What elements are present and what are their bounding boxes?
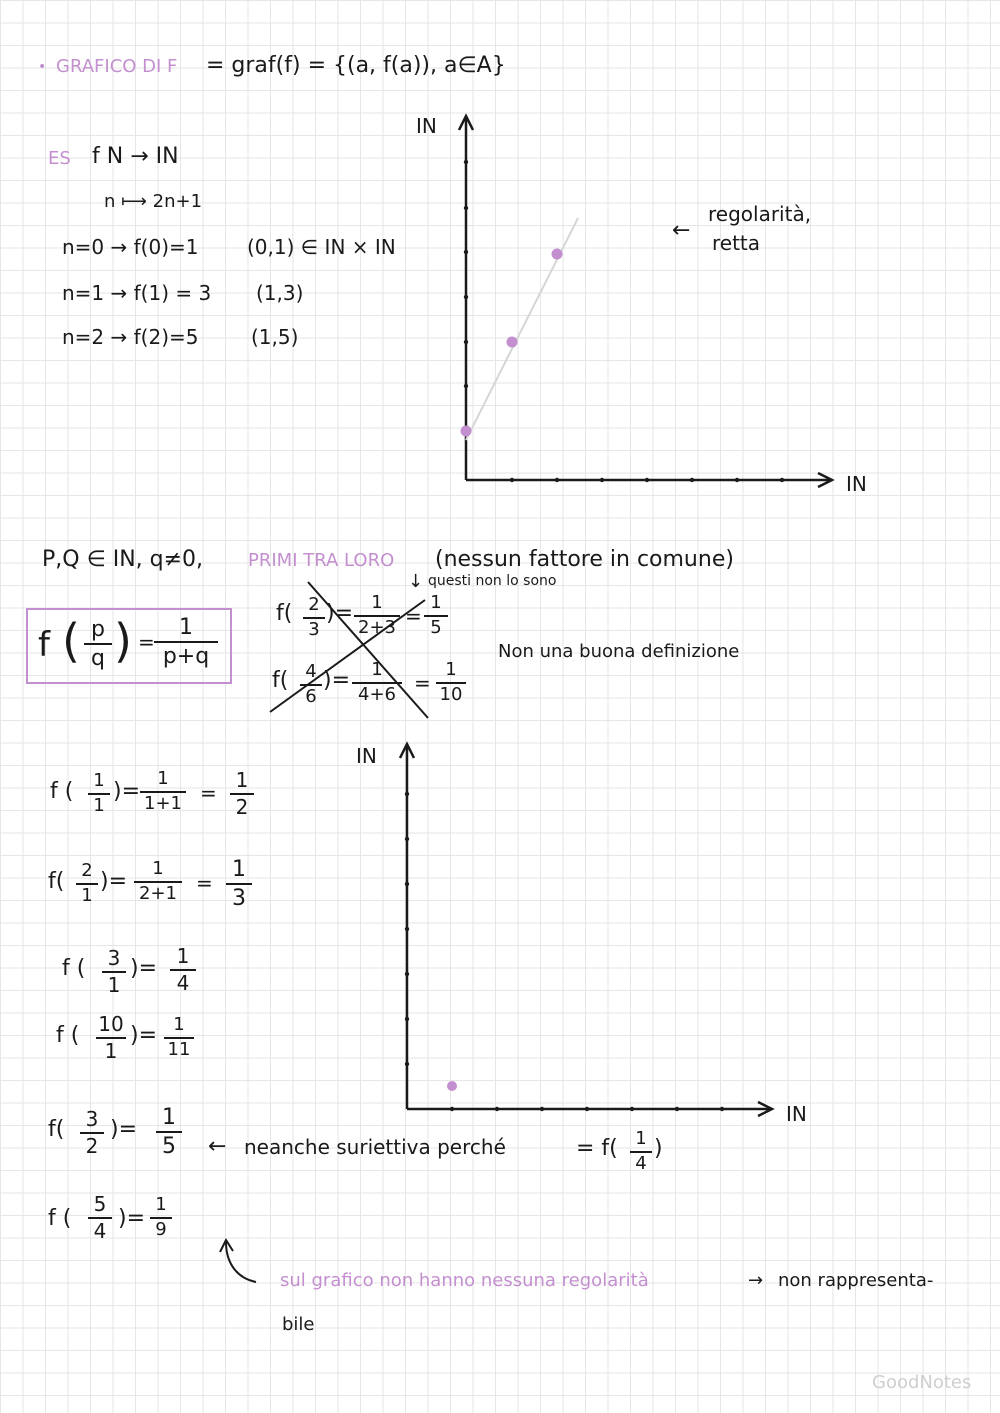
frac-den: 9: [155, 1218, 167, 1240]
frac-num: 1: [173, 1014, 185, 1035]
frac-num: 1: [157, 768, 169, 789]
y-tick: [405, 837, 409, 841]
frac-den: 2+1: [139, 882, 177, 904]
frac-num: 1: [179, 615, 193, 640]
frac-num: 1: [635, 1128, 647, 1149]
annotation-regularity: regolarità,: [708, 202, 812, 226]
graph-2-y-label: IN: [356, 744, 377, 768]
example-row-pair: (0,1) ∈ IN × IN: [247, 235, 396, 259]
frac-den: 2: [235, 795, 249, 819]
frac-num: 2: [81, 860, 93, 881]
crossed-function-symbol: f(: [276, 601, 293, 626]
eval-paren-close: )=: [130, 1023, 158, 1048]
paren-open: (: [62, 614, 80, 668]
frac-den: 1: [104, 1039, 118, 1063]
graph-1-y-label: IN: [416, 114, 437, 138]
frac-den: 6: [305, 685, 317, 707]
function-mapping: n ⟼ 2n+1: [104, 191, 203, 212]
frac-num: 1: [232, 857, 246, 882]
x-tick: [585, 1107, 589, 1111]
y-tick: [405, 882, 409, 886]
bullet: •: [38, 59, 47, 75]
conclusion-continuation: bile: [282, 1314, 315, 1335]
eval-function-symbol: f (: [62, 956, 86, 981]
frac-den: 5: [430, 616, 442, 638]
y-tick: [405, 927, 409, 931]
equals-sign: =: [138, 630, 155, 654]
y-tick: [405, 1017, 409, 1021]
frac-den: 2: [85, 1134, 99, 1158]
frac-num: 1: [235, 768, 249, 792]
frac-den: 1: [93, 794, 105, 816]
frac-num: 1: [176, 944, 190, 968]
function-signature: f N → IN: [92, 144, 179, 169]
note-text: questi non lo sono: [428, 573, 557, 589]
eval-paren-close: )=: [100, 869, 128, 894]
frac-num: 3: [85, 1107, 99, 1131]
annotation-arrow: ←: [672, 218, 691, 243]
eval-function-symbol: f(: [48, 869, 65, 894]
crossed-function-symbol: f(: [272, 668, 289, 693]
frac-num: 3: [107, 946, 121, 970]
frac-den: 10: [439, 683, 463, 705]
x-tick: [720, 1107, 724, 1111]
eval-function-symbol: f (: [56, 1023, 80, 1048]
frac-den: 4: [176, 971, 190, 995]
equals-sign: =: [196, 871, 213, 895]
y-tick: [405, 792, 409, 796]
frac-den: 1+1: [144, 792, 182, 814]
frac-num: 1: [371, 592, 383, 613]
graph-definition-heading: GRAFICO DI F: [56, 56, 178, 77]
frac-den: 5: [162, 1134, 176, 1160]
coprime-label: PRIMI TRA LORO: [248, 550, 395, 571]
goodnotes-watermark: GoodNotes: [872, 1372, 972, 1393]
graph-2-point: [447, 1081, 457, 1091]
frac-num: 4: [305, 661, 317, 682]
graph-2-x-label: IN: [786, 1102, 807, 1126]
eval-function-symbol: f (: [50, 779, 74, 804]
frac-num: 1: [371, 659, 383, 680]
eval-function-symbol: f (: [48, 1206, 72, 1231]
eval-function-symbol: f(: [48, 1117, 65, 1142]
frac-num: 1: [93, 770, 105, 791]
example-row-calc: n=1 → f(1) = 3: [62, 281, 212, 305]
frac-num: 5: [93, 1192, 107, 1216]
example-row-calc: n=0 → f(0)=1: [62, 235, 199, 259]
frac-num: 1: [155, 1194, 167, 1215]
paren-close: ): [654, 1136, 663, 1161]
graph-1-x-label: IN: [846, 472, 867, 496]
graph-definition-formula: = graf(f) = {(a, f(a)), a∈A}: [206, 53, 506, 78]
frac-num: 1: [445, 659, 457, 680]
equals-sign: =: [414, 671, 431, 695]
example-label: ES: [48, 148, 71, 169]
frac-den: 4: [635, 1152, 647, 1174]
frac-num: 1: [430, 592, 442, 613]
frac-den: 2+3: [358, 616, 396, 638]
example-row-calc: n=2 → f(2)=5: [62, 325, 199, 349]
x-tick: [495, 1107, 499, 1111]
frac-num: 1: [162, 1105, 176, 1130]
paren-close: ): [114, 614, 132, 668]
y-tick: [405, 1062, 409, 1066]
not-surjective-note: neanche suriettiva perché: [244, 1135, 506, 1159]
premise: P,Q ∈ IN, q≠0,: [42, 547, 204, 572]
verdict: Non una buona definizione: [498, 641, 740, 662]
eval-paren-close: )=: [113, 779, 141, 804]
frac-num: p: [91, 617, 105, 642]
frac-num: 1: [152, 858, 164, 879]
frac-den: 1: [81, 884, 93, 906]
equals-sign: =: [200, 781, 217, 805]
frac-den: q: [91, 646, 105, 672]
x-tick: [540, 1107, 544, 1111]
eval-paren-close: )=: [110, 1117, 138, 1142]
note-arrow: ←: [208, 1134, 227, 1159]
conclusion-text: non rappresenta-: [778, 1270, 934, 1291]
x-tick: [675, 1107, 679, 1111]
example-row-pair: (1,3): [256, 281, 304, 305]
note-arrow: ↓: [408, 571, 424, 592]
crossed-paren-close: )=: [323, 668, 351, 693]
frac-num: 2: [308, 594, 320, 615]
conclusion-arrow: →: [748, 1270, 764, 1291]
frac-den: 11: [167, 1038, 191, 1060]
x-tick: [630, 1107, 634, 1111]
equals-sign: =: [405, 604, 422, 628]
eval-paren-close: )=: [130, 956, 158, 981]
coprime-note: (nessun fattore in comune): [435, 547, 734, 572]
frac-den: 4+6: [358, 683, 396, 705]
eval-paren-close: )=: [118, 1206, 146, 1231]
equals-f: = f(: [576, 1136, 618, 1161]
frac-den: 4: [93, 1219, 107, 1243]
frac-den: 3: [232, 886, 246, 912]
x-tick: [450, 1107, 454, 1111]
frac-den: 3: [308, 618, 320, 640]
crossed-paren-close: )=: [326, 601, 354, 626]
function-symbol: f: [38, 625, 50, 665]
frac-den: p+q: [162, 644, 210, 670]
frac-den: 1: [107, 973, 121, 997]
example-row-pair: (1,5): [251, 325, 299, 349]
conclusion-accent: sul grafico non hanno nessuna regolarità: [280, 1270, 649, 1291]
frac-num: 10: [98, 1012, 124, 1036]
annotation-line: retta: [712, 231, 761, 255]
y-tick: [405, 972, 409, 976]
